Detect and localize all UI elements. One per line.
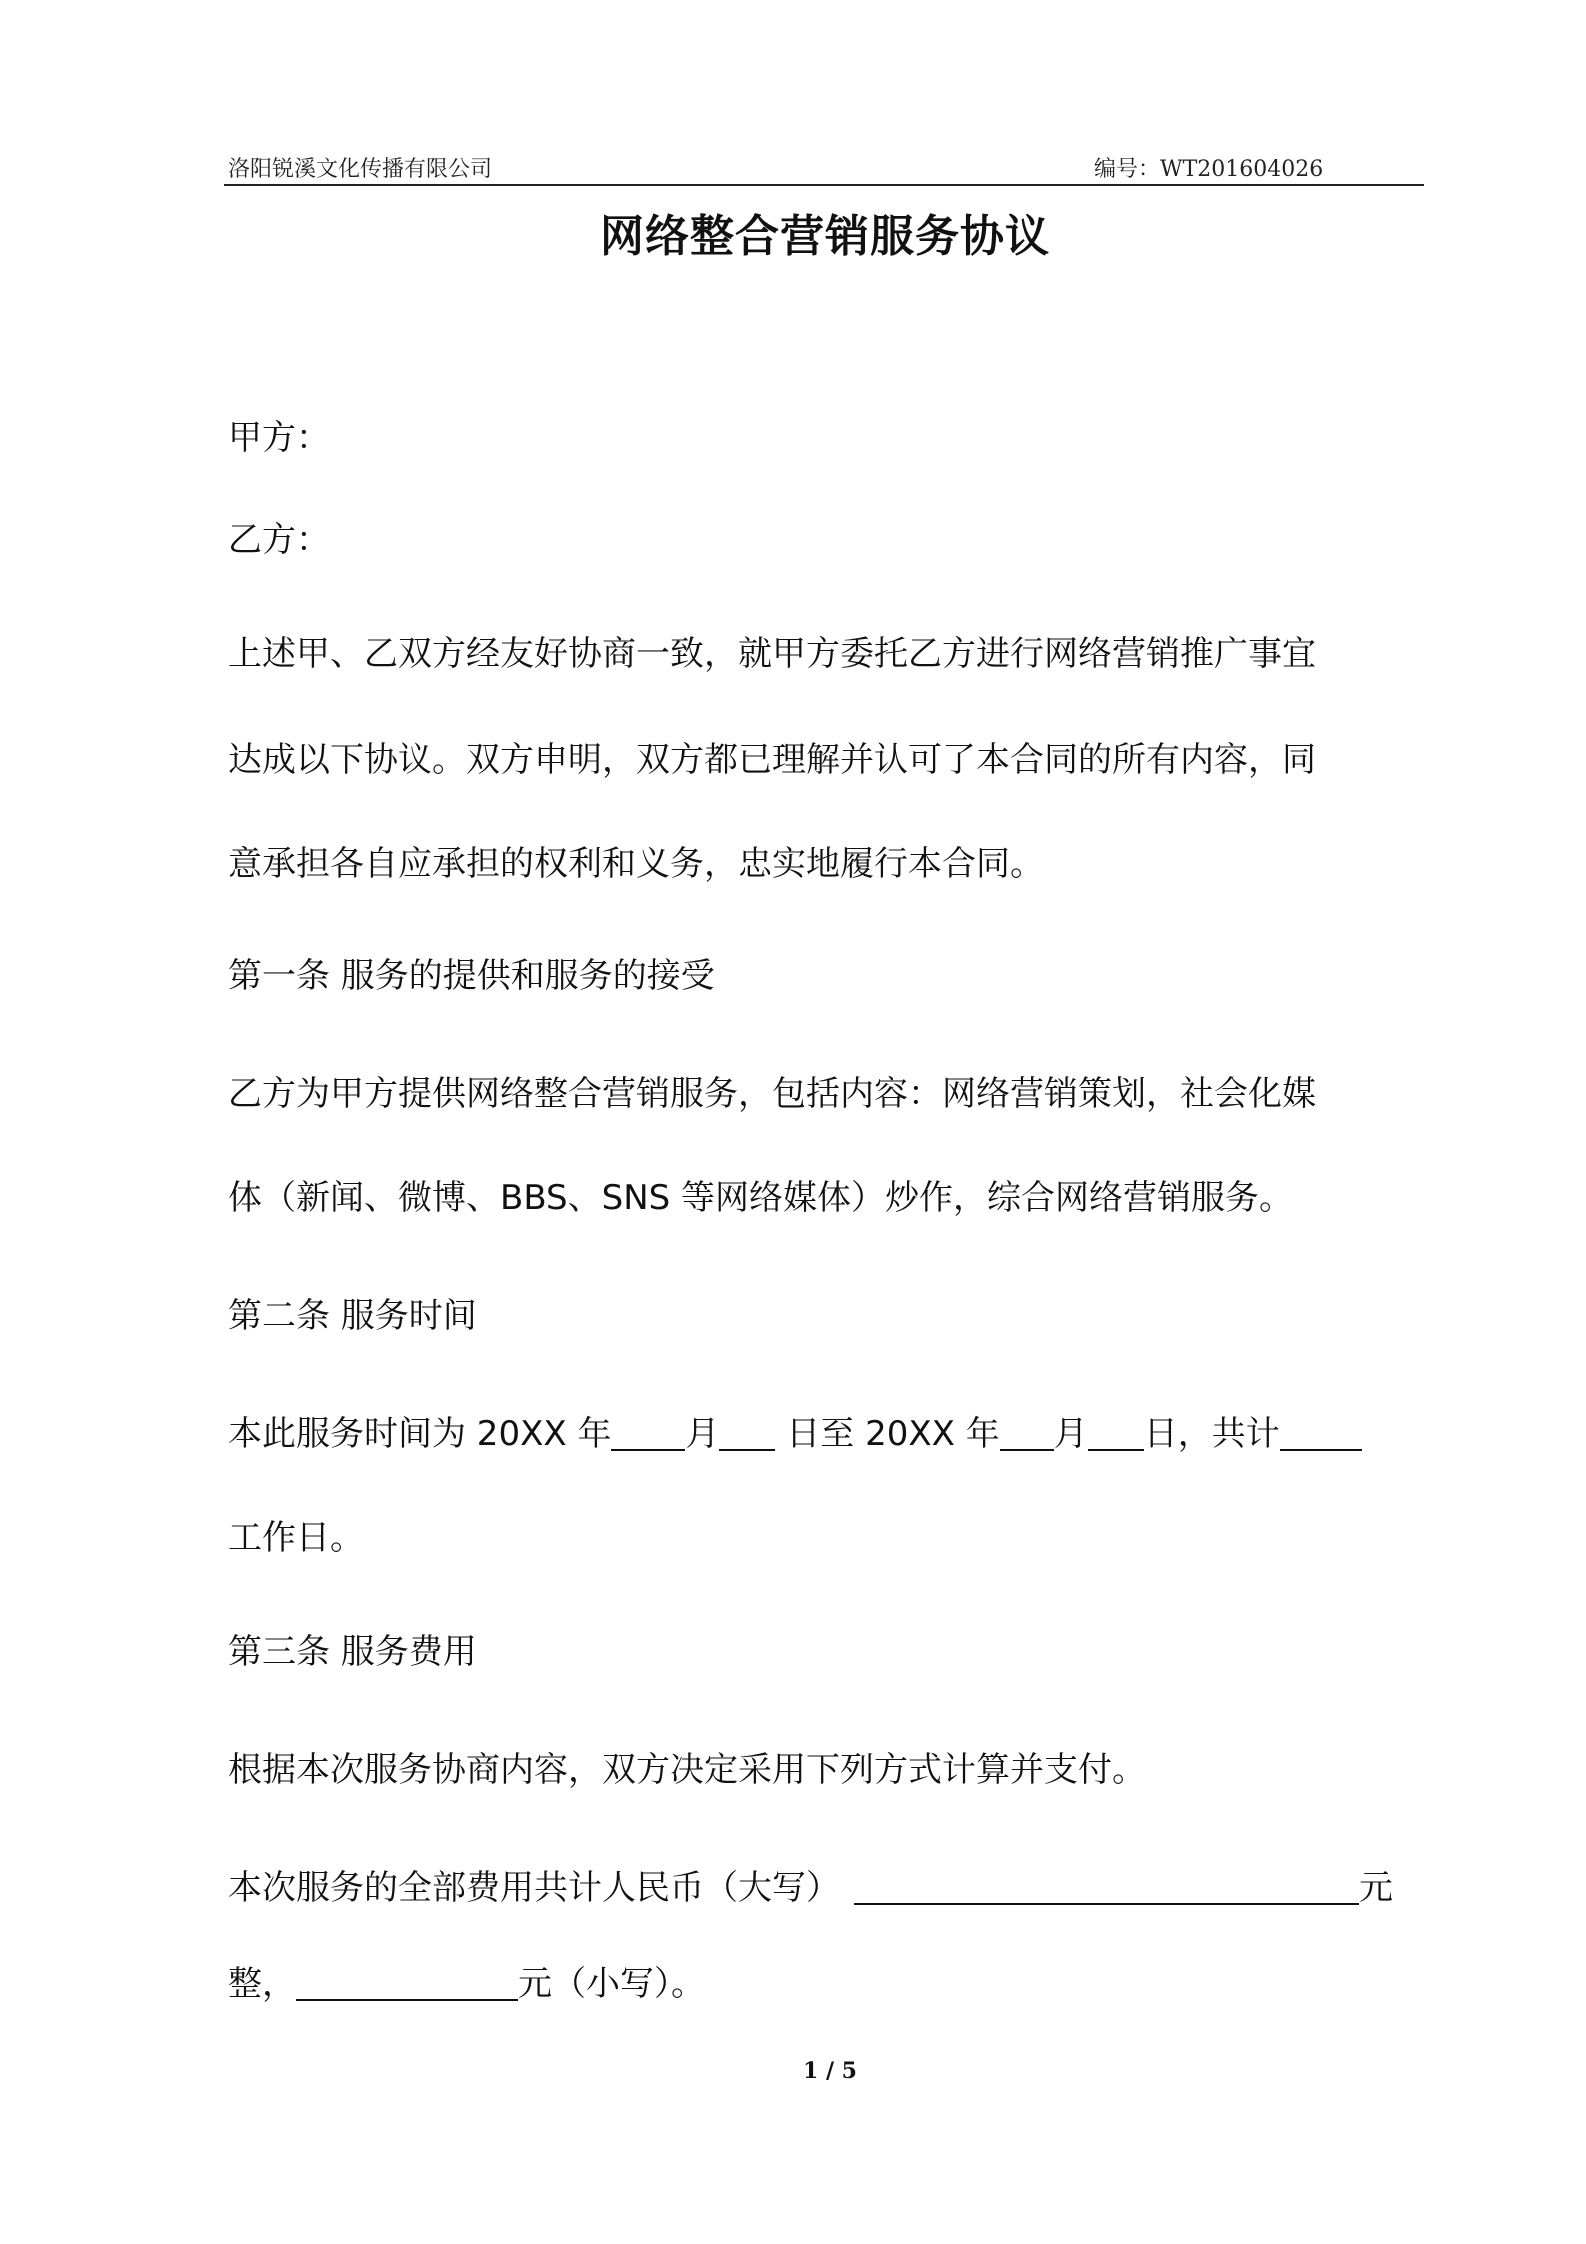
document-title: 网络整合营销服务协议 (600, 211, 1050, 262)
article2-time-line (228, 1412, 1362, 1456)
company-name: 洛阳锐溪文化传播有限公司 (228, 157, 493, 182)
article1-line-1: 乙方为甲方提供网络整合营销服务，包括内容：网络营销策划，社会化媒 (228, 1074, 1316, 1114)
article2-heading: 第二条 服务时间 (228, 1296, 477, 1336)
blank-total-days[interactable] (1280, 1415, 1362, 1451)
fee-prefix: 本次服务的全部费用共计人民币（大写） (228, 1868, 840, 1908)
party-b-label: 乙方： (228, 520, 330, 560)
article1-heading: 第一条 服务的提供和服务的接受 (228, 956, 715, 996)
small-fee-line (228, 1962, 705, 2006)
page-number: 1 / 5 (803, 2058, 857, 2084)
party-a-label: 甲方： (228, 418, 330, 458)
article2-seg-1: 本此服务时间为 20XX 年 (228, 1414, 612, 1454)
blank-start-month[interactable] (611, 1415, 685, 1451)
intro-line-3: 意承担各自应承担的权利和义务，忠实地履行本合同。 (228, 844, 1044, 884)
article2-seg-2: 月 (685, 1414, 720, 1454)
document-number: 编号：WT201604026 (1094, 157, 1324, 182)
fee-line (228, 1866, 1393, 1910)
article3-heading: 第三条 服务费用 (228, 1632, 477, 1672)
blank-end-day[interactable] (1088, 1415, 1144, 1451)
article2-seg-5: 日，共计 (1143, 1414, 1280, 1454)
blank-start-day[interactable] (719, 1415, 775, 1451)
small-fee-prefix: 整， (228, 1964, 296, 2004)
article1-line-2: 体（新闻、微博、BBS、SNS 等网络媒体）炒作，综合网络营销服务。 (228, 1178, 1294, 1218)
blank-fee-numeric[interactable] (296, 1965, 518, 2001)
blank-end-month[interactable] (1000, 1415, 1054, 1451)
intro-line-1: 上述甲、乙双方经友好协商一致，就甲方委托乙方进行网络营销推广事宜 (228, 634, 1316, 674)
blank-fee-uppercase[interactable] (854, 1869, 1359, 1905)
article2-seg-3: 日至 20XX 年 (786, 1414, 1000, 1454)
page-header (224, 148, 1424, 186)
article2-seg-4: 月 (1053, 1414, 1088, 1454)
article2-line-2: 工作日。 (228, 1518, 364, 1558)
intro-line-2: 达成以下协议。双方申明，双方都已理解并认可了本合同的所有内容，同 (228, 740, 1316, 780)
fee-suffix: 元 (1359, 1868, 1393, 1908)
small-fee-suffix: 元（小写）。 (518, 1964, 705, 2004)
article3-line-1: 根据本次服务协商内容，双方决定采用下列方式计算并支付。 (228, 1750, 1146, 1790)
